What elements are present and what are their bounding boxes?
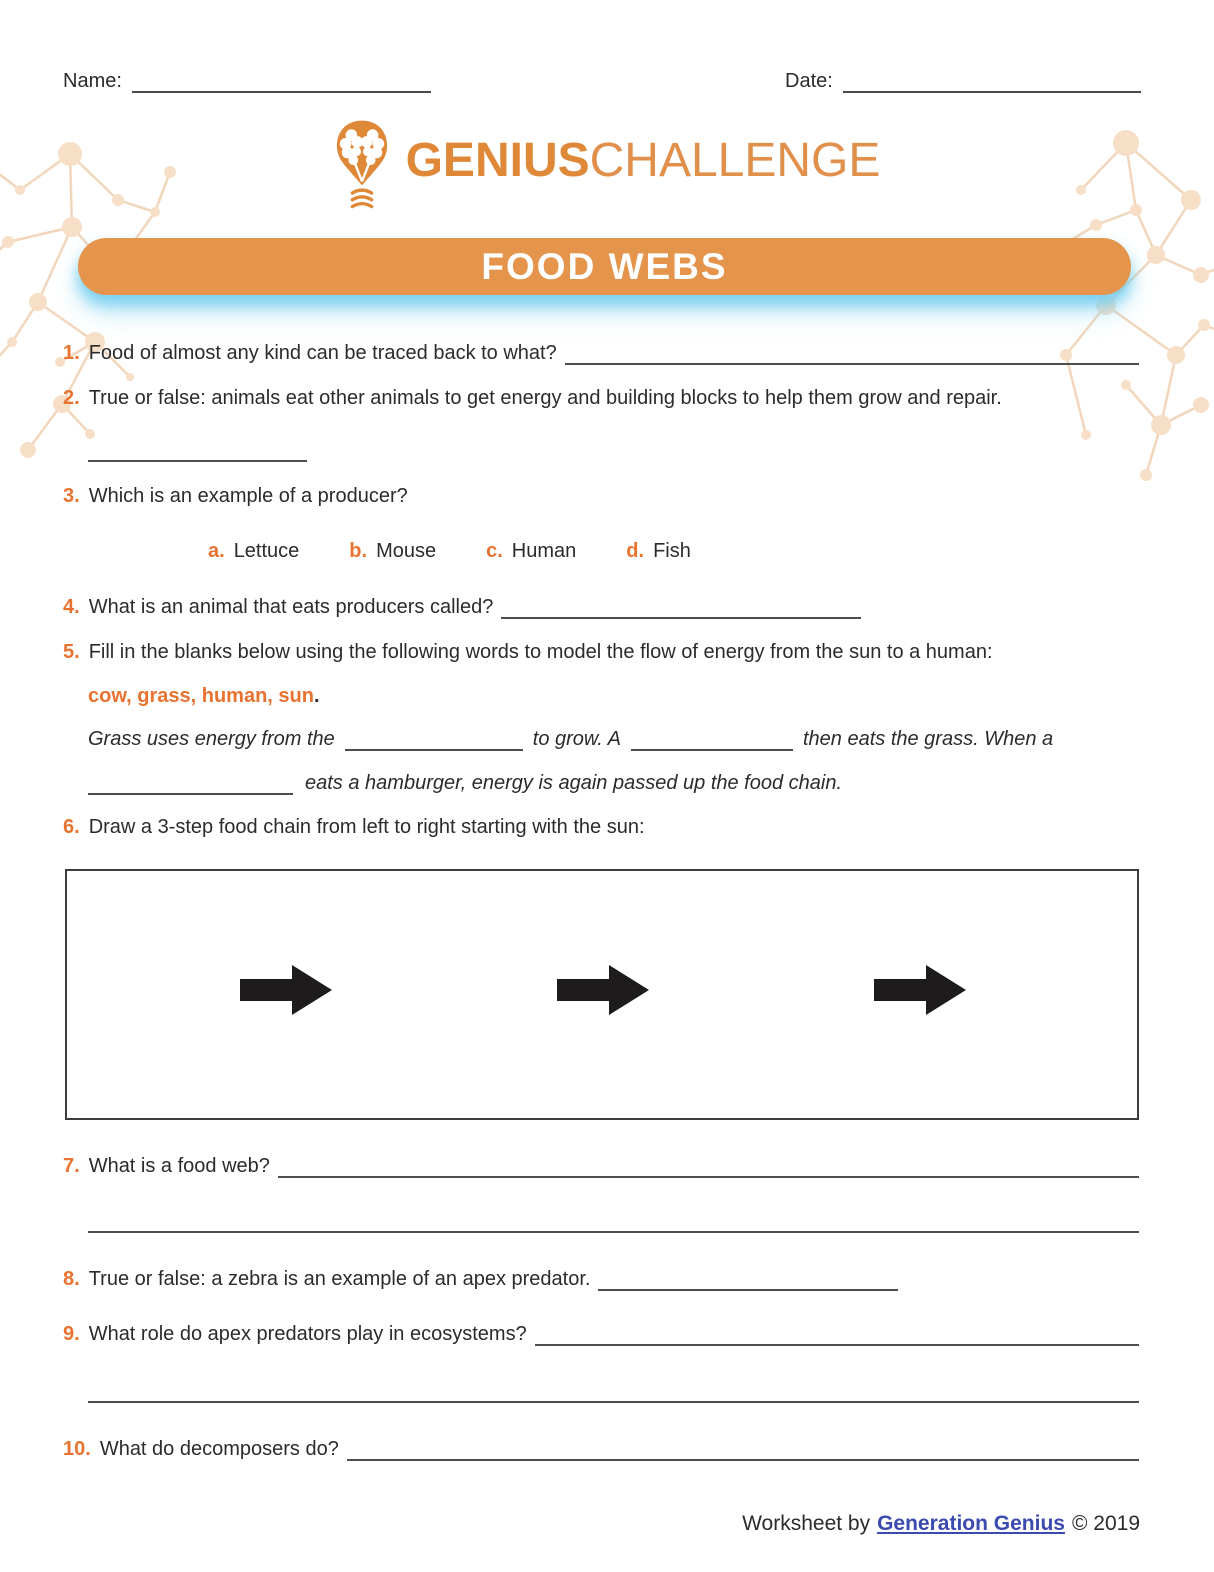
footer-copyright: © 2019 [1071,1512,1140,1535]
right-arrow-icon [874,965,966,1015]
generation-genius-link[interactable]: Generation Genius [877,1512,1065,1535]
word-bank-words: cow, grass, human, sun [88,685,314,707]
food-chain-drawing-box [65,869,1139,1120]
question-6-text: Draw a 3-step food chain from left to right starting with the sun: [88,816,645,838]
fill-text-1c: then eats the grass. When a [802,728,1054,750]
question-10-text: What do decomposers do? [99,1438,339,1460]
question-7-answer-blank [278,1158,1139,1178]
title-banner [78,238,1131,295]
question-5-number: 5. [63,641,80,663]
question-1-answer-blank [565,345,1139,365]
question-8 [63,1268,1139,1291]
footer-prefix: Worksheet by [742,1512,871,1535]
question-10-number: 10. [63,1438,91,1460]
option-a-letter: a. [208,540,225,562]
option-d-label: Fish [653,540,691,562]
option-b-label: Mouse [376,540,437,562]
question-10 [63,1438,1139,1461]
question-2-text: True or false: animals eat other animals to get energy and building blocks to help them grow and repair. [88,387,1002,409]
fill-text-1a: Grass uses energy from the [88,728,335,750]
question-3-options [208,540,691,563]
name-blank-line [132,71,431,93]
question-7-answer-blank-line-2 [88,1217,1139,1233]
question-5-word-bank [88,685,320,708]
question-2 [63,387,1139,410]
question-9 [63,1323,1139,1346]
right-arrow-icon [557,965,649,1015]
question-3-number: 3. [63,485,80,507]
option-b [349,540,436,563]
option-c-label: Human [511,540,577,562]
logo-text-genius: GENIUS [405,134,590,187]
option-b-letter: b. [349,540,368,562]
question-5-fill-line-1 [88,728,1053,751]
option-a [208,540,299,563]
date-label: Date: [785,70,833,92]
question-4-text: What is an animal that eats producers called? [88,596,494,618]
logo [0,116,1214,216]
question-9-answer-blank-line-2 [88,1387,1139,1403]
question-10-answer-blank [347,1441,1139,1461]
question-5-fill-line-2 [88,772,842,795]
question-8-answer-blank [598,1271,898,1291]
worksheet-title: FOOD WEBS [481,245,728,287]
question-2-number: 2. [63,387,80,409]
question-9-text: What role do apex predators play in ecosystems? [88,1323,527,1345]
fill-blank-human [88,775,293,795]
name-label: Name: [63,70,122,92]
footer [742,1512,1140,1536]
fill-text-1b: to grow. A [532,728,621,750]
logo-wordmark [405,134,881,195]
question-4-answer-blank [501,599,861,619]
question-5-text: Fill in the blanks below using the following words to model the flow of energy from the sun to a human: [88,641,993,663]
question-7-number: 7. [63,1155,80,1177]
option-c-letter: c. [486,540,503,562]
question-1 [63,342,1139,365]
name-field-row [63,70,431,93]
fill-blank-sun [345,731,523,751]
question-4 [63,596,1139,619]
question-1-number: 1. [63,342,80,364]
option-d-letter: d. [626,540,645,562]
question-6-number: 6. [63,816,80,838]
date-field-row [785,70,1141,93]
brain-lightbulb-icon [334,116,390,216]
right-arrow-icon [240,965,332,1015]
question-7 [63,1155,1139,1178]
logo-text-challenge: CHALLENGE [589,134,881,187]
fill-text-2: eats a hamburger, energy is again passed up the food chain. [305,772,843,794]
question-3-text: Which is an example of a producer? [88,485,408,507]
question-3 [63,485,1139,508]
option-a-label: Lettuce [233,540,300,562]
question-4-number: 4. [63,596,80,618]
option-d [626,540,691,563]
question-1-text: Food of almost any kind can be traced back to what? [88,342,557,364]
question-2-answer-blank [88,446,307,462]
word-bank-period: . [313,685,320,707]
question-7-text: What is a food web? [88,1155,270,1177]
question-5 [63,641,1139,664]
date-blank-line [843,71,1141,93]
question-8-number: 8. [63,1268,80,1290]
fill-blank-cow [631,731,793,751]
question-9-number: 9. [63,1323,80,1345]
question-9-answer-blank [535,1326,1139,1346]
question-6 [63,816,1139,839]
option-c [486,540,576,563]
question-8-text: True or false: a zebra is an example of an apex predator. [88,1268,591,1290]
